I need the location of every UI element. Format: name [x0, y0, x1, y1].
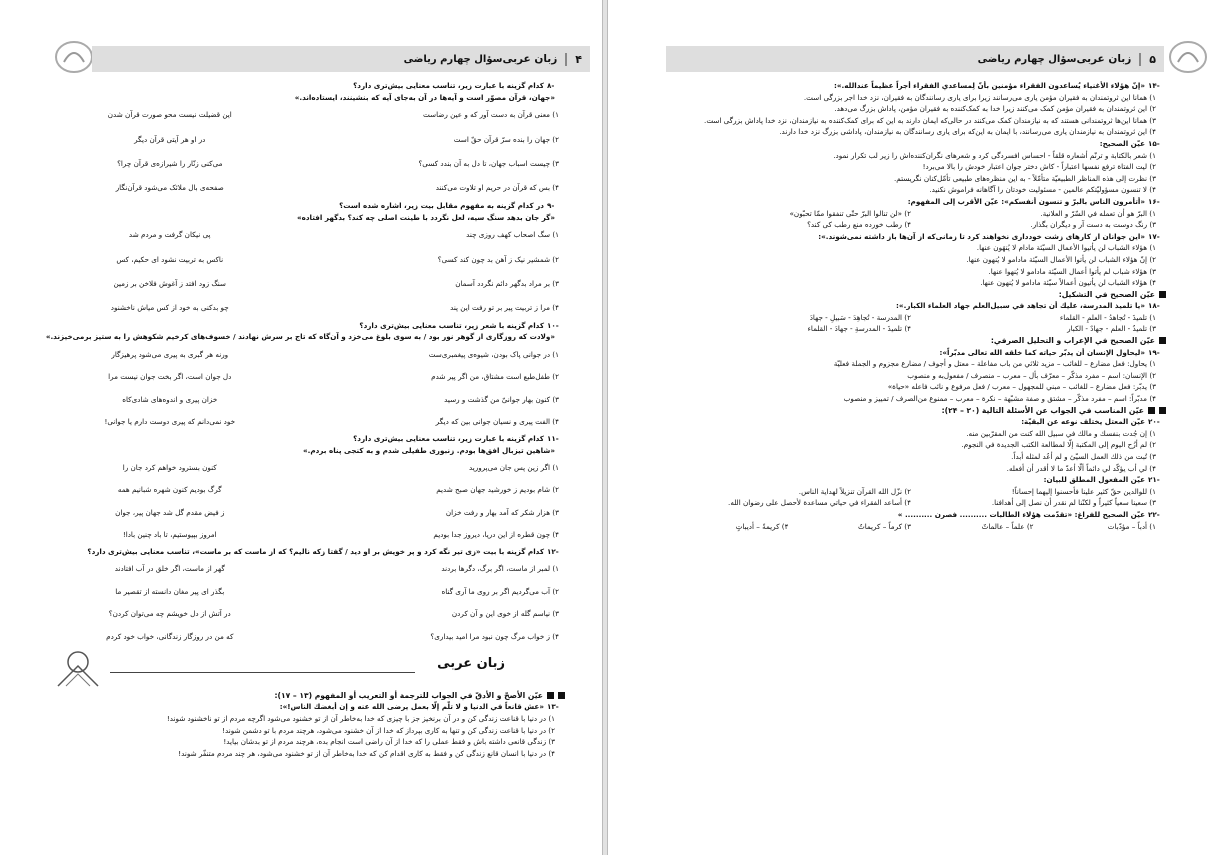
- verse-option[interactable]: ۴) چون قطره از این دریا، دیروز جدا بودیم امروز بپیوستیم، تا باد چنین بادا!: [122, 530, 559, 540]
- answer-option[interactable]: ۳) همانا این‌ها ثروتمندانی هستند که به نیازمندان کمک می‌کنند در حالی‌که ایمان دارند به این که برای کمک‌کننده به نیازمندان، نزد خدا پاداش بزرگی است.: [704, 115, 1156, 125]
- answer-option[interactable]: ۴) أساعد الفقراء في حياتي مساعدة لأحصل على رضوان الله.: [728, 498, 911, 508]
- option-grid: [666, 486, 1166, 509]
- answer-option[interactable]: ۱) در دنیا با قناعت زندگی کن و در آن برنخیز جز با چیزی که خدا به‌خاطر آن از تو خشنود می‌شود اگرچه مردم از تو ناخشنود شوند!: [166, 714, 555, 724]
- answer-option[interactable]: ۳) هؤلاء شباب لم يأتوا أعمال السيّئة مادامو لا يُنهوا عنها.: [988, 266, 1156, 276]
- square-bullet-icon: [558, 692, 565, 699]
- square-bullet-icon: [1159, 291, 1166, 298]
- banner-rule: [110, 672, 415, 673]
- verse-option[interactable]: ۳) بر مراد بدگهر دائم نگردد آسمان سنگ زود افتد ز آغوش فلاخن بر زمین: [113, 278, 559, 288]
- right-page: [607, 0, 1212, 855]
- answer-option[interactable]: ۳) زندگی قانعی داشته باش و فقط عملی را که خدا از آن راضی است انجام بده، هرچند مردم از تو بدشان بیاید!: [223, 737, 555, 747]
- header-booklet: سؤال چهارم ریاضی: [977, 53, 1077, 65]
- section-banner: [40, 650, 565, 688]
- answer-option[interactable]: ۴) در دنیا با انسان قانع زندگی کن و فقط به کاری اقدام کن که خدا به‌خاطر آن از تو خشنود می‌شود، هر چند مردم متنفّر شوند!: [178, 748, 555, 758]
- answer-option[interactable]: ۳) تلميذُ - العلم - جهادٌ - الكبار: [1067, 324, 1156, 334]
- answer-option[interactable]: ۳) كرماً – كريماتٌ: [857, 521, 911, 531]
- square-bullet-icon: [1148, 407, 1155, 414]
- verse-option[interactable]: ۲) شمشیر نیک ز آهن بد چون کند کسی؟ ناکس به تربیت نشود ای حکیم، کس: [116, 254, 559, 264]
- verse-option[interactable]: ۳) چیست اسباب جهان، تا دل به آن بندد کسی؟ می‌کنی زنّار را شیرازه‌ی قرآن چرا؟: [117, 158, 559, 168]
- section-heading-tashkil: عيّن الصحيح في التشكيل:: [666, 289, 1166, 301]
- answer-option[interactable]: ۱) شعر بالكتابة و ترنّم أشعاره قلقاً - احساس افسردگی کرد و شعرهای نگران‌کننده‌اش را زیر لب تکرار نمود.: [833, 150, 1156, 160]
- answer-option[interactable]: ۳) رنگ دوست به دست آر و دیگران بگذار.: [1030, 220, 1156, 230]
- answer-option[interactable]: ۱) همانا این ثروتمندان به فقیران مؤمن یاری می‌رسانند زیرا برای یاری رسانندگان به فقیران، نزد خدا اجر بزرگی است.: [803, 92, 1156, 102]
- question-14: ۱۴- «إنّ هؤلاء الأغنياء يُساعدون الفقراء مؤمنين بأنّ لِمساعدي الفقراء أجراً عظيماً عندالله.»:: [834, 81, 1160, 90]
- answer-option[interactable]: ۲) إنّ هؤلاء الشباب لن يأتوا الأعمال السيّئة مادامو لا يُنهون عنها.: [966, 254, 1156, 264]
- verse-option[interactable]: ۱) معنی قرآن به دست آور که و عین رضاست این قضیلت نیست محو صورت قرآن شدن: [107, 110, 559, 120]
- question-10: ۱۰- کدام گزینه با شعر زیر، تناسب معنایی بیش‌تری دارد؟: [359, 320, 559, 330]
- answer-option[interactable]: ۴) كريمةً – أديباتٍ: [735, 521, 789, 531]
- question-9-stem: «گر جان بدهد سنگ سیه، لعل نگردد با طینت اصلی چه کند؟ بدگهر افتاده»: [296, 212, 555, 222]
- answer-option[interactable]: ۴) مدبّراً: اسم – مفرد مذكّر – مشتق و صفة مشبّهة – نكرة – معرب – ممنوع من‌الصرف / تمييز و منصوب: [843, 394, 1156, 404]
- verse-option[interactable]: ۳) هزار شکر که آمد بهار و رفت خزان ز فیض مقدم گل شد جهان پیر، جوان: [115, 507, 559, 517]
- verse-option[interactable]: ۱) در جوانی پاک بودن، شیوه‌ی پیغمبری‌ست ورنه هر گبری به پیری می‌شود پرهیزگار: [111, 349, 559, 359]
- question-11: ۱۱- کدام گزینه با عبارت زیر، تناسب معنایی بیش‌تری دارد؟: [353, 434, 559, 444]
- question-20: ۲۰- عيّن المعتل يختلف نوعه عن البقيّة:: [1021, 417, 1160, 427]
- publisher-logo: [52, 38, 96, 76]
- question-22: ۲۲- عيّن الصحيح للفراغ: «تقدّمت هؤلاء الطالبات .......... فصرن .......... »: [897, 509, 1160, 519]
- answer-option[interactable]: ۴) لي أب يؤكّد لي دائماً ألّا أعدّ ما لا أقدر أن أفعله.: [1006, 463, 1156, 473]
- answer-option[interactable]: ۳) سعينا سعياً كثيراً و لكنّنا لم نقدر أن نصل إلى أهدافنا.: [991, 498, 1156, 508]
- square-bullet-icon: [547, 692, 554, 699]
- answer-option[interactable]: ۱) يحاول: فعل مضارع – للغائب – مزيد ثلاثي من باب مفاعلة – معتل و أجوف / مضارع مجزوم و الجملة فعليّة: [833, 359, 1156, 369]
- verse-option[interactable]: ۴) ز خواب مرگ چون نبود مرا امید بیداری؟ که من در روزگار زندگانی، خواب خود کردم: [106, 631, 559, 641]
- left-column: [40, 80, 565, 759]
- section-heading-irab: عيّن الصحيح في الإعراب و التحليل الصرفي:: [666, 335, 1166, 347]
- answer-option[interactable]: ۲) این ثروتمندان به فقیران مؤمن کمک می‌کنند زیرا خدا به کمک‌کننده به فقیران مؤمن، پاداش بزرگ می‌دهد.: [834, 104, 1156, 114]
- answer-option[interactable]: ۲) الإنسان: اسم – مفرد مذكّر – معرّف بأل – معرب – منصرف / مفعول‌به و منصوب: [907, 370, 1156, 380]
- answer-option[interactable]: ۱) هؤلاء الشباب لن يأتيوا الأعمال السيّئة مادام لا يُنهَون عنها.: [976, 243, 1156, 253]
- question-8-stem: «جهان، قرآن مصوّر است و آیه‌ها در آن به‌جای آیه‌ که بنشینند، ایستاده‌اند.»: [294, 92, 555, 102]
- verse-option[interactable]: ۲) آب می‌گردیم اگر بر روی ما آری گناه بگذر ای پیر مغان دانسته از تقصیر ما: [115, 586, 559, 596]
- arabic-section-heading: عيّن الأصحّ و الأدقّ في الجواب للترجمة أو التعريب أو المفهوم (۱۳ – ۱۷):: [40, 690, 565, 702]
- answer-option[interactable]: ۲) لم أزُح اليوم إلى المكتبة إلّا لمطالعة الكتب الجديدة في النجوم.: [961, 440, 1156, 450]
- page-header: [666, 46, 1164, 72]
- header-subject: زبان عربی: [502, 53, 558, 65]
- answer-option[interactable]: ۴) رطب خورده منع رطب کی کند؟: [807, 220, 911, 230]
- square-bullet-icon: [1159, 407, 1166, 414]
- verse-option[interactable]: ۲) شام بودیم ز خورشید جهان صبح شدیم گرگ بودیم کنون شهره شبانیم همه: [117, 485, 559, 495]
- question-15: ۱۵- عيّن الصحيح:: [1099, 138, 1160, 148]
- question-10-stem: «ولادت که روزگاری از گوهر نور بود / به سوی بلوغ می‌خزد و آن‌گاه که تاج بر سرش نهادند / خسوف‌های کرخیم شکوهش را به ستیز برمی‌خیزند.»: [45, 332, 555, 342]
- answer-option[interactable]: ۴) تلميذَ - المدرسةِ - جهادَ - القلماء: [807, 324, 911, 334]
- header-subject: زبان عربی: [1076, 53, 1132, 65]
- answer-option[interactable]: ۲) «لن تنالوا البرّ حتّى تنفقوا ممّا تحبّون»: [789, 208, 911, 218]
- section-heading-questions: عيّن المناسب في الجواب عن الأسئلة التالية (۲۰ – ۲۴):: [666, 405, 1166, 417]
- question-8: ۸- کدام گزینه با عبارت زیر، تناسب معنایی بیش‌تری دارد؟: [353, 81, 555, 90]
- question-12: ۱۲- کدام گزینه با بیت «زی تیر نگه کرد و پر خویش بر او دید / گفتا زکه نالیم؟ که از ماست که بر ماست»، تناسب معنایی بیش‌تری دارد؟: [87, 547, 559, 557]
- answer-option[interactable]: ۱) تلميذَ - تُجاهدُ - العلمِ - القلماء: [1059, 312, 1156, 322]
- question-16: ۱۶- «أتأمرون الناس بالبرّ و تنسون أنفسكم»: عيّن الأقرب إلى المفهوم:: [907, 196, 1160, 206]
- answer-option[interactable]: ۳) نظرت إلى هذه المناظر الطبيعيّة متأمّلاً - به این منظره‌های طبیعی تأمّل‌کنان نگریستم.: [894, 173, 1156, 183]
- option-grid: [666, 208, 1166, 231]
- answer-option[interactable]: ۴) این ثروتمندان به نیازمندان یاری می‌رسانند، با ایمان به این‌که برای یاری رسانندگان به نیازمندان، پاداشی بزرگ نزد خدا دارند.: [779, 127, 1156, 137]
- answer-option[interactable]: ۲) نزّل الله القرآن تنزيلاً لهداية الناس.: [798, 486, 911, 496]
- verse-option[interactable]: ۴) مرا ز تربیت پیر بر تو رفت این پند چو بدکنی به خود از کس میاش ناخشنود: [110, 302, 559, 312]
- verse-option[interactable]: ۴) بس که قرآن در حریم او تلاوت می‌کنند صفحه‌ی بال ملائک می‌شود قرآن‌نگار: [115, 183, 559, 193]
- square-bullet-icon: [1159, 337, 1166, 344]
- section-banner-title: زبان عربی: [437, 655, 505, 671]
- left-page: [0, 0, 603, 855]
- question-9: ۹- در کدام گزینه به مفهوم مقابل بیت زیر، اشاره شده است؟: [339, 200, 555, 210]
- option-row: [666, 521, 1166, 533]
- verse-option[interactable]: ۴) الفت پیری و نسیان جوانی بین که دیگر خود نمی‌دانم که پیری دوست دارم یا جوانی!: [104, 417, 559, 427]
- answer-option[interactable]: ۱) البرّ هو أن تعمله في السّرّ و العلانية.: [1040, 208, 1156, 218]
- verse-option[interactable]: ۱) لمبر از ماست، اگر برگ، دگرها بردند گهر از ماست، اگر خلق در آب افتادند: [114, 564, 559, 574]
- answer-option[interactable]: ۴) لا تنسون مسؤوليّتكم عالمين - مسئولیت خودتان را آگاهانه فراموش نکنید.: [929, 185, 1156, 195]
- answer-option[interactable]: ۳) تُبت من ذلك العمل السيّئ و لم أعُد لمثله أبداً.: [1011, 452, 1156, 461]
- answer-option[interactable]: ۲) ليت الفتاة ترفع نفسها اعتباراً - کاش دختر جوان اعتبار خودش را بالا می‌برد!: [922, 162, 1156, 172]
- question-11-stem: «شاهین تیزبال افق‌ها بودم. زنبوری طفیلی شدم و به کنجی پناه بردم.»: [302, 445, 555, 455]
- page-number: ۴: [565, 53, 590, 66]
- question-18: ۱۸- «يا تلميذ المدرسة، عليك أن تجاهد في سبيل‌العلم جهاد العلماء الكبار.»:: [896, 301, 1160, 311]
- publisher-logo: [1166, 38, 1210, 76]
- verse-option[interactable]: ۳) کنون بهار جوانیّ من گذشت و رسید خزان پیری و اندوه‌های شادی‌کاه: [122, 394, 559, 404]
- right-column: [666, 80, 1166, 532]
- question-17: ۱۷- «این جوانان از کارهای زشت خودداری نخواهند کرد تا زمانی‌که از آن‌ها باز داشته نمی‌شوند.»:: [818, 231, 1160, 241]
- question-21: ۲۱- عيّن المفعول المطلق للبيان:: [1043, 475, 1160, 485]
- answer-option[interactable]: ۲) المدرسة - تُجاهِدَ - سَبيلِ - جهادَ: [809, 312, 911, 322]
- question-19: ۱۹- «ليحاول الإنسان أن يدبّر حياته كما خلقه الله تعالى مدبّراً»:: [939, 347, 1160, 357]
- answer-option[interactable]: ۲) در دنیا با قناعت زندگی کن و تنها به کاری بپرداز که خدا از آن خشنود می‌شود، هرچند مردم با تو دشمن شوند!: [222, 725, 555, 735]
- page-number: ۵: [1139, 53, 1164, 66]
- page-header: [92, 46, 590, 72]
- question-13: ۱۳- «عش قانعاً في الدنيا و لا تلّم إلّا بعمل يرضى الله عنه و إن أبغضك الناس!»:: [279, 702, 559, 712]
- verse-option[interactable]: ۱) اگر زین پس جان می‌پرورید کنون بسترود خواهم کرد جان را: [122, 462, 559, 472]
- answer-option[interactable]: ۱) للوالدين حقّ كثير علينا فأحسنوا إليهما إحساناً!: [1011, 486, 1156, 496]
- answer-option[interactable]: ۲) علماً – عالماتٌ: [981, 521, 1034, 531]
- answer-option[interactable]: ۱) إن جُدت بنفسك و مالك في سبيل الله كنت من المقرّبين منه.: [966, 428, 1156, 438]
- verse-option[interactable]: ۲) طفل‌طبع است مشتاق، من اگر پیر شدم دل جوان است، اگر بخت جوان نیست مرا: [108, 372, 559, 382]
- option-grid: [666, 312, 1166, 335]
- verse-option[interactable]: ۱) سگ اصحاب کهف روزی چند پی نیکان گرفت و مردم شد: [128, 230, 559, 240]
- ornament-icon: [48, 646, 108, 690]
- answer-option[interactable]: ۴) هؤلاء الشباب لن يأتيون أعمالاً سيّئة مادامو لا يُنهون عنها.: [980, 278, 1156, 288]
- header-booklet: سؤال چهارم ریاضی: [403, 53, 503, 65]
- verse-option[interactable]: ۳) نیاسم گله از خوی این و آن کردن در آتش از دل خویشم چه می‌توان کردن؟: [108, 609, 559, 619]
- answer-option[interactable]: ۳) يدبّر: فعل مضارع – للغائب – مبني للمجهول – معرب / فعل مرفوع و نائب فاعله «حياة»: [887, 382, 1156, 392]
- verse-option[interactable]: ۲) جهان را بنده سرّ قرآن حقّ است در او هر آیتی قرآن دیگر: [134, 134, 559, 144]
- answer-option[interactable]: ۱) أدباً – مؤدّبات: [1107, 521, 1156, 531]
